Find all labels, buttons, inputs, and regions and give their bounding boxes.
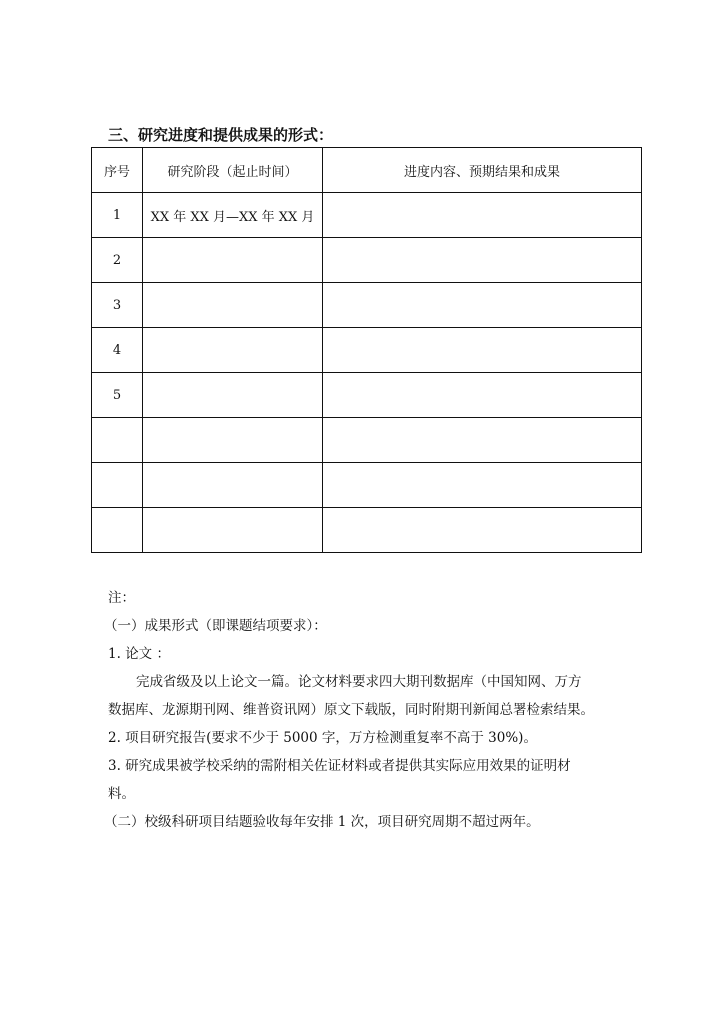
row-index <box>92 508 143 553</box>
row-stage <box>143 508 323 553</box>
row-index: 1 <box>92 193 143 238</box>
row-content <box>323 508 642 553</box>
row-index: 2 <box>92 238 143 283</box>
header-content: 进度内容、预期结果和成果 <box>323 148 642 193</box>
notes-item1-2: 2. 项目研究报告(要求不少于 5000 字，万方检测重复率不高于 30%)。 <box>108 730 537 746</box>
notes-item2: （二）校级科研项目结题验收每年安排 1 次，项目研究周期不超过两年。 <box>104 814 540 830</box>
table-header-row <box>92 148 642 193</box>
row-index <box>92 418 143 463</box>
row-content <box>323 373 642 418</box>
table-row <box>92 463 642 508</box>
row-stage <box>143 373 323 418</box>
row-stage: XX 年 XX 月—XX 年 XX 月 <box>143 193 323 238</box>
notes-item1-1-title: 1. 论文 ： <box>108 646 170 662</box>
table-row <box>92 328 642 373</box>
notes-item1-3-line1: 3. 研究成果被学校采纳的需附相关佐证材料或者提供其实际应用效果的证明材 <box>108 758 571 774</box>
header-index: 序号 <box>92 148 143 193</box>
row-stage <box>143 328 323 373</box>
notes-section <box>104 584 628 836</box>
row-content <box>323 283 642 328</box>
table-row <box>92 283 642 328</box>
row-content <box>323 328 642 373</box>
row-index <box>92 463 143 508</box>
notes-item1-1-line2: 数据库、龙源期刊网、维普资讯网）原文下载版，同时附期刊新闻总署检索结果。 <box>108 702 594 718</box>
row-stage <box>143 238 323 283</box>
notes-label: 注： <box>108 590 135 606</box>
row-stage <box>143 463 323 508</box>
row-content <box>323 193 642 238</box>
table-row <box>92 193 642 238</box>
row-content <box>323 463 642 508</box>
row-content <box>323 418 642 463</box>
notes-item1-heading: （一）成果形式（即课题结项要求）： <box>104 618 327 634</box>
table-row <box>92 418 642 463</box>
row-index: 5 <box>92 373 143 418</box>
progress-table <box>91 147 642 553</box>
row-stage <box>143 283 323 328</box>
row-index: 4 <box>92 328 143 373</box>
notes-item1-1-line1: 完成省级及以上论文一篇。论文材料要求四大期刊数据库（中国知网、万方 <box>136 674 582 690</box>
row-index: 3 <box>92 283 143 328</box>
table-row <box>92 373 642 418</box>
header-stage: 研究阶段（起止时间） <box>143 148 323 193</box>
table-row <box>92 508 642 553</box>
row-content <box>323 238 642 283</box>
section-title: 三、研究进度和提供成果的形式： <box>108 126 334 144</box>
row-stage <box>143 418 323 463</box>
notes-item1-3-line2: 料。 <box>108 786 135 802</box>
table-row <box>92 238 642 283</box>
